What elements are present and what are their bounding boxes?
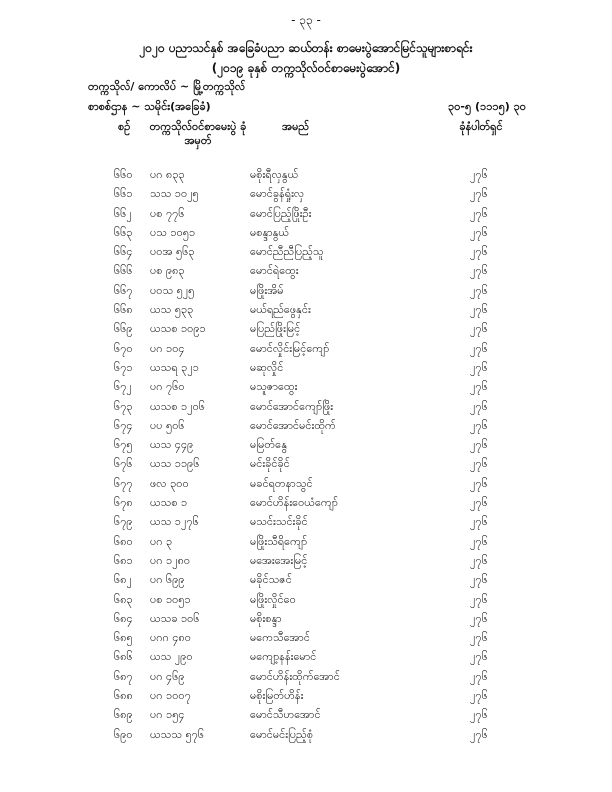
table-row [0, 226, 612, 245]
row-number: ၆၆၂ [114, 206, 132, 220]
roll-number: ယသ ၁၂၇၆ [150, 515, 199, 529]
roll-number: ပဝအ ၅၆၃ [150, 245, 195, 259]
row-number: ၆၇၈ [114, 496, 133, 510]
row-number: ၆၈၀ [114, 534, 133, 548]
table-row [0, 322, 612, 341]
roll-number: ယသသ ၅၇၆ [150, 727, 205, 741]
table-row [0, 380, 612, 399]
roll-number: ယသ ၄၄၉ [150, 438, 194, 452]
table-row [0, 264, 612, 283]
student-name: မမြတ်နွေ [250, 438, 287, 452]
student-name: မောင်အောင်မင်းထိုက် [250, 418, 336, 432]
row-code: ၂၇၆ [470, 399, 488, 413]
student-name: မင်းခိုင်ခိုင် [250, 457, 290, 471]
roll-number: ပဝသ ၅၂၅ [150, 283, 195, 297]
roll-number: ပဂ ၆၉၉ [150, 573, 185, 587]
student-name: မသူဇာထွေး [250, 380, 298, 394]
row-code: ၂၇၆ [470, 669, 488, 683]
roll-number: ယသရ ၃၂၁ [150, 360, 199, 374]
roll-number: ယသ ၅၃၃ [150, 303, 194, 317]
page-number: - ၃၃ - [291, 13, 321, 27]
row-code: ၂၇၆ [470, 592, 488, 606]
table-row [0, 457, 612, 476]
roll-number: ပဂ ၁၅၄ [150, 708, 185, 722]
document-subtitle: (၂၀၁၉ ခုနှစ် တက္ကသိုလ်ဝင်စာမေးပွဲအောင်) [211, 61, 401, 75]
student-name: မဖြိုးသီရိကျော် [250, 534, 308, 548]
student-name: မအေးအေးမြင့် [250, 553, 308, 567]
row-code: ၂၇၆ [470, 264, 488, 278]
row-code: ၂၇၆ [470, 496, 488, 510]
student-name: မကျော့နန်းမောင် [250, 650, 317, 664]
table-row [0, 650, 612, 669]
table-row [0, 245, 612, 264]
row-code: ၂၇၆ [470, 553, 488, 567]
table-row [0, 187, 612, 206]
row-code: ၂၇၆ [470, 360, 488, 374]
row-code: ၂၇၆ [470, 534, 488, 548]
row-number: ၆၆၀ [114, 168, 133, 181]
row-number: ၆၈၃ [114, 592, 133, 606]
roll-number: ယသ ၂၉၀ [150, 650, 193, 664]
student-name: မောင်ခွန်ရှုံးလှ [250, 187, 305, 201]
student-name: မောင်ပြည့်ဖြိုးဦး [250, 206, 312, 220]
row-number: ၆၇၁ [114, 360, 133, 374]
table-row [0, 708, 612, 727]
student-name: မစိုးရီလှနွယ် [250, 168, 299, 181]
row-number: ၆၉၀ [114, 727, 133, 741]
student-name: မောင်ရဲထွေး [250, 264, 299, 278]
student-name: မောင်ဟိန်းဝေယံကျော် [250, 496, 338, 510]
row-code: ၂၇၆ [470, 187, 488, 201]
exam-center-label: စာစစ်ဌာန ~ သမိုင်း(အခြေခံ) [88, 100, 211, 113]
row-number: ၆၆၇ [114, 283, 133, 297]
student-name: မပြည်ဖြိုးမြင့် [250, 322, 301, 336]
roll-number: ပဂ ၃ [150, 534, 173, 548]
row-code: ၂၇၆ [470, 380, 488, 394]
row-code: ၂၇၆ [470, 283, 488, 297]
student-name: မကေသီအောင် [250, 631, 310, 645]
roll-number: ပစ ၉၈၃ [150, 264, 185, 278]
row-number: ၆၇၀ [114, 341, 133, 355]
results-table [0, 168, 612, 747]
table-row [0, 400, 612, 419]
row-code: ၂၇၆ [470, 225, 488, 239]
student-name: မသင်းသင်းခိုင် [250, 515, 308, 529]
university-label: တက္ကသိုလ်/ ကောလိပ် ~ မြို့တက္ကသိုလ် [88, 80, 246, 93]
row-code: ၂၇၆ [470, 573, 488, 587]
table-row [0, 612, 612, 631]
row-number: ၆၇၆ [114, 457, 133, 471]
student-name: မောင်ဟိန်းထိုက်အောင် [250, 669, 340, 683]
roll-number: ပစ ၁၀၅၁ [150, 592, 191, 606]
roll-number: ပသ ၁၀၅၁ [150, 225, 196, 239]
student-name: မဖြိုးလှိုင်ဝေ [250, 592, 296, 606]
table-row [0, 593, 612, 612]
roll-number: ပဂ ၈၃၃ [150, 168, 185, 181]
row-number: ၆၈၉ [114, 708, 133, 722]
row-number: ၆၇၄ [114, 418, 133, 432]
table-row [0, 168, 612, 187]
column-header-number: စဉ် [118, 120, 131, 133]
row-number: ၆၇၃ [114, 399, 133, 413]
roll-number: ဖလ ၃၀၀ [150, 476, 189, 490]
row-code: ၂၇၆ [470, 727, 488, 741]
roll-number: ပပ ၅၀၆ [150, 418, 185, 432]
student-name: မောင်သီဟအောင် [250, 708, 321, 722]
table-row [0, 438, 612, 457]
row-code: ၂၇၆ [470, 168, 488, 181]
row-number: ၆၆၃ [114, 225, 133, 239]
row-number: ၆၈၁ [114, 553, 133, 567]
roll-number: ပဂဂ ၄၈၀ [150, 631, 191, 645]
column-header-roll: တက္ကသိုလ်ဝင်စာမေးပွဲ ခုံအမှတ် [149, 120, 247, 147]
student-name: မခင်ရတနာသွင် [250, 476, 313, 490]
row-number: ၆၇၇ [114, 476, 133, 490]
row-code: ၂၇၆ [470, 206, 488, 220]
roll-number: ပဂ ၁၀၄ [150, 341, 185, 355]
row-code: ၂၇၆ [470, 418, 488, 432]
row-number: ၆၈၇ [114, 669, 133, 683]
roll-number: ယသစ ၁၀၉၁ [150, 322, 206, 336]
table-row [0, 670, 612, 689]
roll-number: ပဂ ၁၀၀၇ [150, 689, 191, 703]
row-number: ၆၈၆ [114, 650, 133, 664]
row-number: ၆၇၉ [114, 515, 133, 529]
date-label: ၃၀-၅ (၁၁၁၅) ၃၀ [448, 100, 526, 113]
row-number: ၆၆၉ [114, 322, 133, 336]
row-number: ၆၈၅ [114, 631, 133, 645]
roll-number: ယသခ ၁၀၆ [150, 611, 200, 625]
document-title: ၂၀၂၀ ပညာသင်နှစ် အခြေခံပညာ ဆယ်တန်း စာမေးပွဲအောင်မြင်သူများစာရင်း [139, 41, 473, 55]
table-row [0, 342, 612, 361]
row-number: ၆၆၆ [114, 264, 133, 278]
table-row [0, 477, 612, 496]
table-row [0, 631, 612, 650]
table-row [0, 515, 612, 534]
table-row [0, 303, 612, 322]
row-code: ၂၇၆ [470, 650, 488, 664]
table-row [0, 207, 612, 226]
row-code: ၂၇၆ [470, 515, 488, 529]
table-row [0, 554, 612, 573]
row-number: ၆၆၁ [114, 187, 133, 201]
roll-number: ယသစ ၁၂၀၆ [150, 399, 205, 413]
student-name: မယ်ရည်ဖွေနှင်း [250, 303, 311, 317]
column-header-code: ခုံနံပါတ်ရှင် [459, 120, 503, 133]
row-code: ၂၇၆ [470, 631, 488, 645]
student-name: မဆုလှိုင် [250, 360, 284, 374]
row-number: ၆၆၈ [114, 303, 133, 317]
roll-number: ပဂ ၄၆၉ [150, 669, 185, 683]
row-number: ၆၆၄ [114, 245, 133, 259]
row-code: ၂၇၆ [470, 689, 488, 703]
row-code: ၂၇၆ [470, 708, 488, 722]
roll-number: ပစ ၇၇၆ [150, 206, 185, 220]
student-name: မောင်ညီညီပြည့်သူ [250, 245, 324, 259]
table-row [0, 361, 612, 380]
student-name: မောင်လှိုင်းမြင့်ကျော် [250, 341, 330, 355]
row-number: ၆၈၂ [114, 573, 132, 587]
roll-number: ပဂ ၇၆၀ [150, 380, 185, 394]
row-code: ၂၇၆ [470, 341, 488, 355]
student-name: မစန္ဒာနွယ် [250, 225, 290, 239]
roll-number: ယသစ ၁ [150, 496, 188, 510]
table-row [0, 728, 612, 747]
table-row [0, 419, 612, 438]
table-row [0, 496, 612, 515]
row-code: ၂၇၆ [470, 438, 488, 452]
row-number: ၆၈၈ [114, 689, 133, 703]
table-row [0, 284, 612, 303]
row-code: ၂၇၆ [470, 457, 488, 471]
roll-number: ပဂ ၁၂၈၀ [150, 553, 191, 567]
table-row [0, 535, 612, 554]
student-name: မောင်အောင်ကျော်ဖြိုး [250, 399, 334, 413]
student-name: မဖြိုးအိမ် [250, 283, 284, 297]
table-row [0, 689, 612, 708]
row-number: ၆၈၄ [114, 611, 133, 625]
row-code: ၂၇၆ [470, 245, 488, 259]
student-name: မစိုးမြတ်ဟိန်း [250, 689, 304, 703]
row-code: ၂၇၆ [470, 303, 488, 317]
row-code: ၂၇၆ [470, 322, 488, 336]
student-name: မခိုင်သဇင် [250, 573, 292, 587]
column-header-name: အမည် [282, 120, 310, 133]
table-row [0, 573, 612, 592]
student-name: မောင်မင်းပြည့်စုံ [250, 727, 314, 741]
row-number: ၆၇၅ [114, 438, 133, 452]
roll-number: သသ ၁၀၂၅ [150, 187, 199, 201]
roll-number: ယသ ၁၁၉၆ [150, 457, 200, 471]
row-code: ၂၇၆ [470, 476, 488, 490]
student-name: မစိုးစန္ဒာ [250, 611, 282, 625]
row-code: ၂၇၆ [470, 611, 488, 625]
row-number: ၆၇၂ [114, 380, 132, 394]
